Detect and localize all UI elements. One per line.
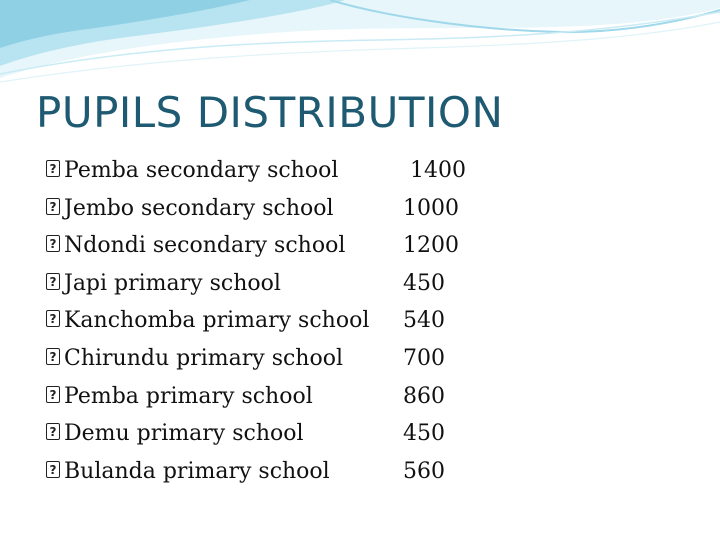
- bullet-icon: [46, 198, 60, 215]
- list-item: [46, 416, 506, 454]
- pupil-count: 860: [403, 383, 445, 409]
- list-item: [46, 153, 506, 191]
- bullet-icon: [46, 348, 60, 365]
- bullet-icon: [46, 310, 60, 327]
- pupil-count: 450: [403, 270, 445, 296]
- school-name: Demu primary school: [64, 421, 304, 447]
- school-name: Chirundu primary school: [64, 345, 343, 371]
- school-name: Japi primary school: [64, 270, 281, 296]
- header-wave-decoration: [0, 0, 720, 90]
- slide-title: PUPILS DISTRIBUTION: [36, 88, 504, 137]
- pupil-count: 700: [403, 345, 445, 371]
- bullet-icon: [46, 235, 60, 252]
- list-item: [46, 341, 506, 379]
- list-item: [46, 191, 506, 229]
- list-item: [46, 266, 506, 304]
- school-name: Pemba secondary school: [64, 158, 339, 183]
- pupil-count: 1200: [403, 233, 459, 259]
- bullet-icon: [46, 461, 60, 478]
- bullet-icon: [46, 423, 60, 440]
- list-item: [46, 303, 506, 341]
- list-item: [46, 379, 506, 417]
- school-name: Kanchomba primary school: [64, 308, 370, 334]
- pupil-count: 1400: [410, 158, 466, 183]
- list-item: [46, 454, 506, 492]
- pupil-count: 1000: [403, 195, 459, 221]
- school-name: Pemba primary school: [64, 383, 313, 409]
- school-list: [46, 153, 506, 491]
- pupil-count: 560: [403, 458, 445, 484]
- school-name: Bulanda primary school: [64, 458, 330, 484]
- bullet-icon: [46, 273, 60, 290]
- bullet-icon: [46, 386, 60, 403]
- school-name: Jembo secondary school: [64, 195, 334, 221]
- pupil-count: 540: [403, 308, 445, 334]
- pupil-count: 450: [403, 421, 445, 447]
- bullet-icon: [46, 160, 60, 177]
- school-name: Ndondi secondary school: [64, 233, 346, 259]
- list-item: [46, 228, 506, 266]
